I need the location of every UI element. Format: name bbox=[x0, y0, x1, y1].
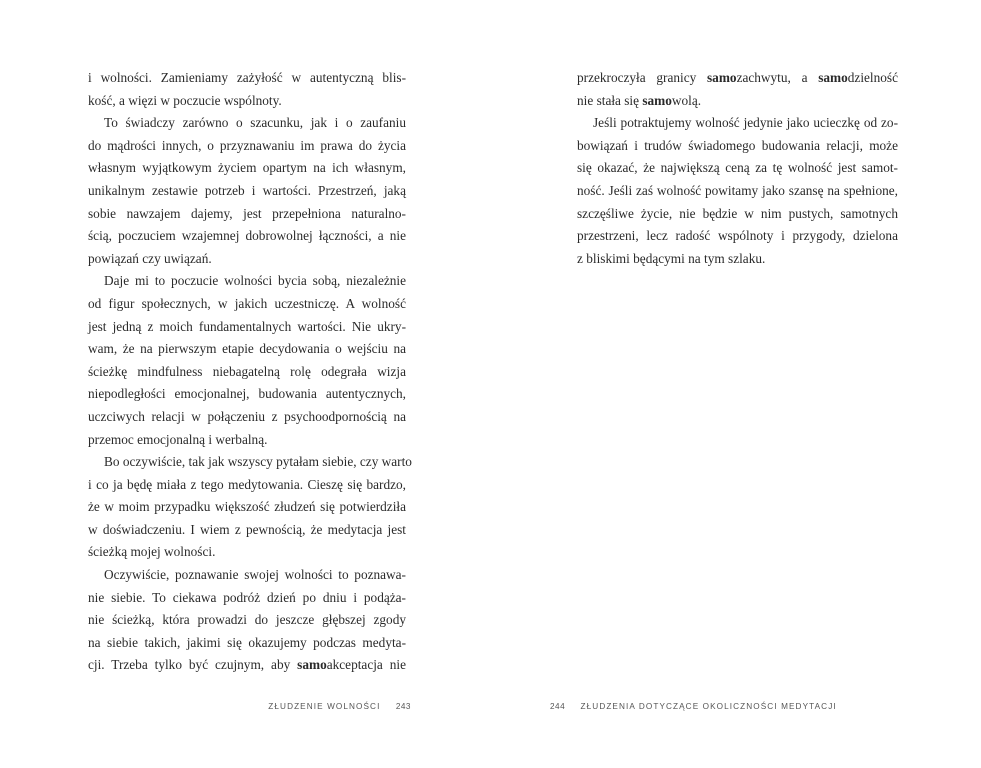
text-run: zachwytu, a bbox=[736, 70, 819, 85]
text-line: Jeśli potraktujemy wolność jedynie jako ucieczkę od zo- bbox=[593, 115, 898, 131]
bold-prefix: samo bbox=[818, 70, 848, 85]
text-line: i co ja będę miała z tego medytowania. Cieszę się bardzo, bbox=[88, 476, 406, 492]
text-run: dzielność bbox=[847, 70, 898, 85]
text-line: uczciwych relacji w połączeniu z psychoodpornością na bbox=[88, 408, 406, 424]
text-line: To świadczy zarówno o szacunku, jak i o zaufaniu bbox=[104, 115, 406, 131]
text-line: przemoc emocjonalną i werbalną. bbox=[88, 431, 268, 447]
text-line: od figur społecznych, w jakich uczestniczę. A wolność bbox=[88, 295, 406, 311]
text-run: akceptacja nie bbox=[326, 657, 406, 673]
page-number: 244 bbox=[550, 702, 566, 711]
text-line: jest jedną z moich fundamentalnych wartości. Nie ukry- bbox=[88, 318, 406, 334]
left-page-footer bbox=[268, 702, 411, 711]
text-line: Daje mi to poczucie wolności bycia sobą, niezależnie bbox=[104, 273, 406, 289]
text-run: przekroczyła granicy bbox=[577, 70, 707, 85]
running-head: ZŁUDZENIE WOLNOŚCI bbox=[268, 702, 381, 711]
text-line: ścią, poczuciem wzajemnej dobrowolnej łączności, a nie bbox=[88, 228, 406, 244]
text-line: z bliskimi będącymi na tym szlaku. bbox=[577, 250, 766, 266]
text-line: bowiązań i trudów świadomego budowania relacji, może bbox=[577, 137, 898, 153]
text-line: nie siebie. To ciekawa podróż dzień po dniu i podąża- bbox=[88, 589, 406, 605]
text-line: ność. Jeśli zaś wolność powitamy jako szansę na spełnione, bbox=[577, 182, 898, 198]
text-line: na siebie takich, jakimi się okazujemy podczas medyta- bbox=[88, 634, 406, 650]
text-line: Bo oczywiście, tak jak wszyscy pytałam siebie, czy warto bbox=[104, 454, 412, 470]
text-line bbox=[577, 90, 898, 113]
text-line bbox=[88, 654, 406, 677]
text-line: wam, że na pierwszym etapie decydowania o wejściu na bbox=[88, 341, 406, 357]
left-page bbox=[0, 0, 490, 768]
text-run: cji. Trzeba tylko być czujnym, aby bbox=[88, 657, 298, 673]
text-line: w doświadczeniu. I wiem z pewnością, że medytacja jest bbox=[88, 521, 406, 537]
right-page-body bbox=[577, 67, 898, 270]
text-line: ścieżką mojej wolności. bbox=[88, 544, 216, 560]
page-number: 243 bbox=[395, 702, 411, 711]
bold-prefix: samo bbox=[297, 657, 327, 673]
text-line: sobie nawzajem dajemy, jest przepełniona naturalno- bbox=[88, 205, 406, 221]
left-page-body bbox=[88, 67, 412, 677]
bold-prefix: samo bbox=[642, 92, 672, 108]
text-line: i wolności. Zamieniamy zażyłość w autentyczną blis- bbox=[88, 70, 406, 85]
text-line: że w moim przypadku większość złudzeń się potwierdziła bbox=[88, 499, 406, 515]
text-run: wolą. bbox=[671, 92, 702, 108]
text-line: ścieżkę mindfulness niebagatelną rolę odegrała wizja bbox=[88, 363, 406, 379]
text-line: niepodległości emocjonalnej, budowania autentycznych, bbox=[88, 386, 406, 402]
bold-prefix: samo bbox=[707, 70, 737, 85]
text-line: do mądrości innych, o przyznawaniu im prawa do życia bbox=[88, 137, 406, 153]
right-page-footer bbox=[550, 702, 837, 711]
right-page bbox=[490, 0, 981, 768]
text-line: nie ścieżką, która prowadzi do jeszcze głębszej zgody bbox=[88, 612, 406, 628]
running-head: ZŁUDZENIA DOTYCZĄCE OKOLICZNOŚCI MEDYTACJI bbox=[580, 702, 837, 711]
text-line: własnym wyjątkowym życiem opartym na ich własnym, bbox=[88, 160, 406, 176]
text-line: Oczywiście, poznawanie swojej wolności to poznawa- bbox=[104, 567, 406, 583]
text-line: się okazać, że największą ceną za tę wolność jest samot- bbox=[577, 160, 898, 176]
text-line: przestrzeni, lecz radość wspólnoty i przygody, dzielona bbox=[577, 228, 898, 244]
text-line: unikalnym zestawie potrzeb i wartości. Przestrzeń, jaką bbox=[88, 182, 406, 198]
text-line: powiązań czy uwiązań. bbox=[88, 250, 212, 266]
text-run: nie stała się bbox=[577, 92, 643, 108]
text-line: kość, a więzi w poczucie wspólnoty. bbox=[88, 92, 282, 108]
text-line: szczęśliwe życie, nie będzie w nim pustych, samotnych bbox=[577, 205, 898, 221]
text-line bbox=[577, 67, 898, 90]
